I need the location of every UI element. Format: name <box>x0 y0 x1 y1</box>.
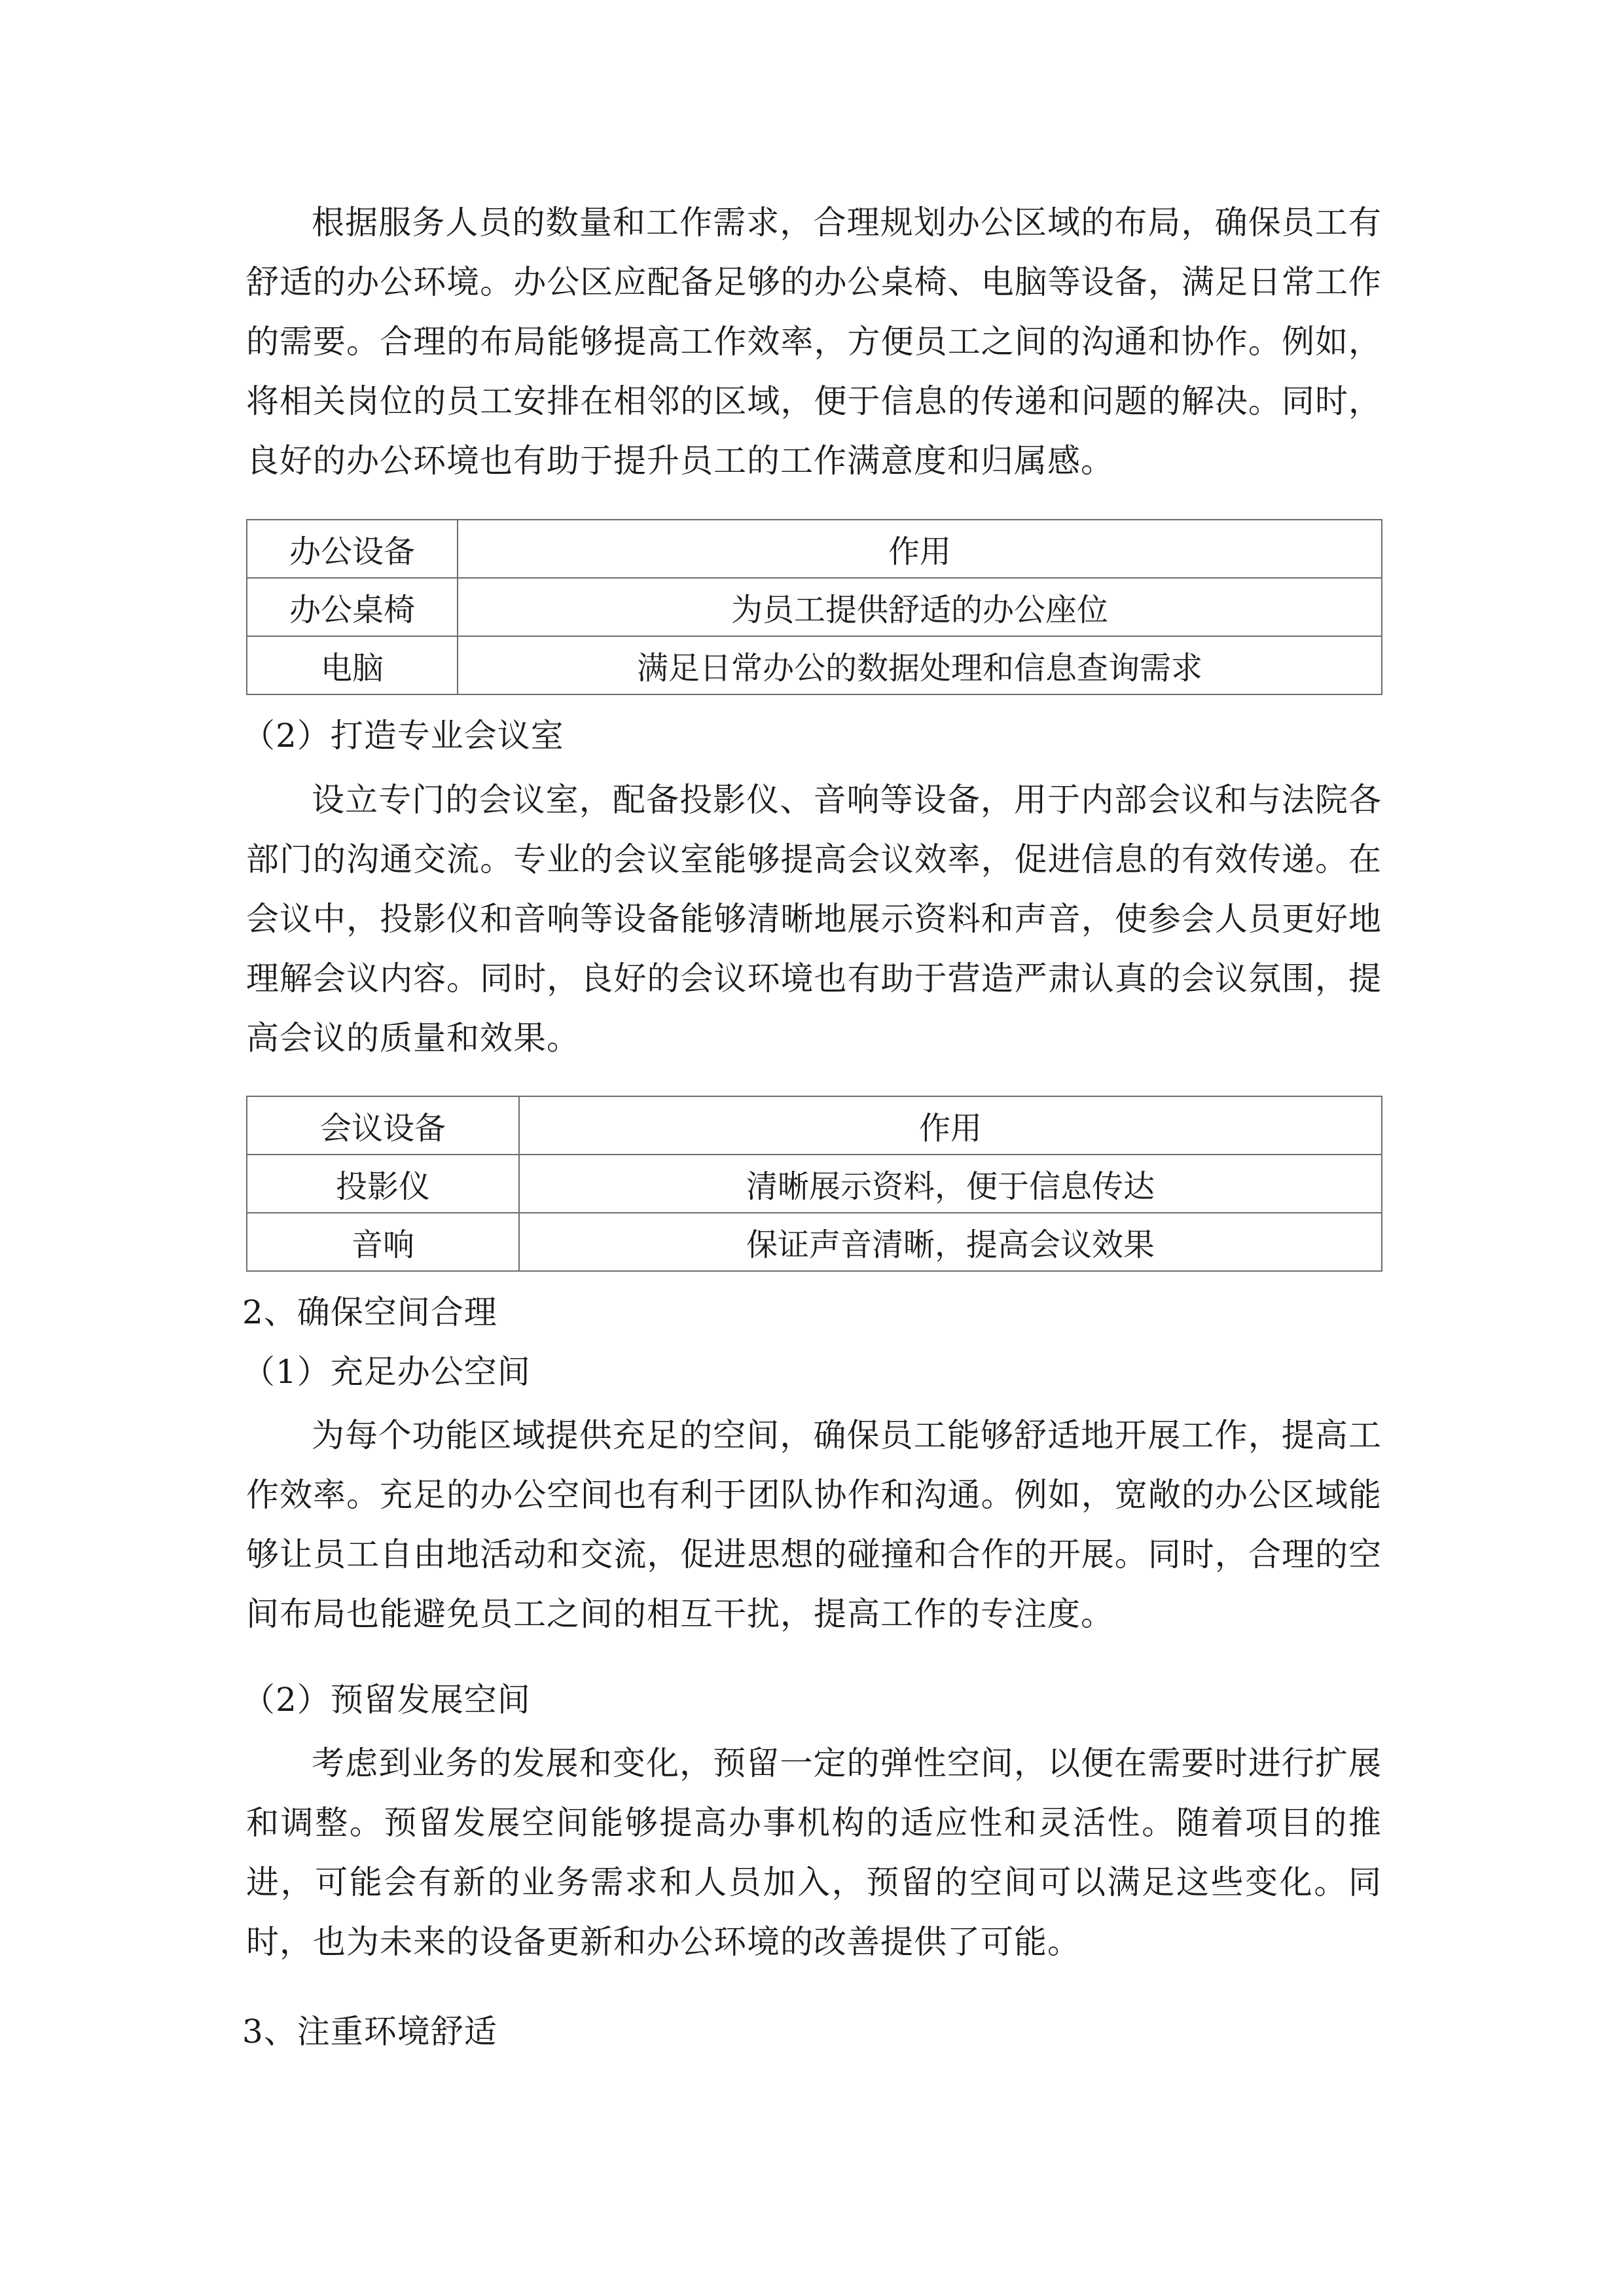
table-cell: 电脑 <box>247 636 458 694</box>
heading-office-space: （1）充足办公空间 <box>242 1353 531 1391</box>
heading-meeting-room: （2）打造专业会议室 <box>242 717 564 755</box>
table-header-cell: 办公设备 <box>247 520 458 578</box>
table-cell: 保证声音清晰，提高会议效果 <box>519 1213 1382 1271</box>
table-header-row <box>247 1096 1382 1155</box>
table-cell: 音响 <box>247 1213 519 1271</box>
table-header-cell: 会议设备 <box>247 1096 519 1155</box>
table-header-cell: 作用 <box>458 520 1382 578</box>
table-cell: 为员工提供舒适的办公座位 <box>458 578 1382 636</box>
table-cell: 清晰展示资料，便于信息传达 <box>519 1155 1382 1213</box>
table-header-row <box>247 520 1382 578</box>
table-row <box>247 1213 1382 1271</box>
paragraph-office-layout: 根据服务人员的数量和工作需求，合理规划办公区域的布局，确保员工有舒适的办公环境。办公区应配备足够的办公桌椅、电脑等设备，满足日常工作的需要。合理的布局能够提高工作效率，方便员工之间的沟通和协作。例如，将相关岗位的员工安排在相邻的区域，便于信息的传递和问题的解决。同时，良好的办公环境也有助于提升员工的工作满意度和归属感。 <box>246 204 1382 480</box>
meeting-equipment-table <box>246 1096 1382 1272</box>
table-cell: 投影仪 <box>247 1155 519 1213</box>
heading-environment: 3、注重环境舒适 <box>242 2013 497 2051</box>
table-row <box>247 578 1382 636</box>
table-header-cell: 作用 <box>519 1096 1382 1155</box>
heading-space: 2、确保空间合理 <box>242 1293 497 1331</box>
paragraph-meeting-room: 设立专门的会议室，配备投影仪、音响等设备，用于内部会议和与法院各部门的沟通交流。专业的会议室能够提高会议效率，促进信息的有效传递。在会议中，投影仪和音响等设备能够清晰地展示资料和声音，使参会人员更好地理解会议内容。同时，良好的会议环境也有助于营造严肃认真的会议氛围，提高会议的质量和效果。 <box>246 781 1382 1057</box>
paragraph-reserve-space: 考虑到业务的发展和变化，预留一定的弹性空间，以便在需要时进行扩展和调整。预留发展空间能够提高办事机构的适应性和灵活性。随着项目的推进，可能会有新的业务需求和人员加入，预留的空间可以满足这些变化。同时，也为未来的设备更新和办公环境的改善提供了可能。 <box>246 1744 1382 1961</box>
table-cell: 满足日常办公的数据处理和信息查询需求 <box>458 636 1382 694</box>
table-row <box>247 636 1382 694</box>
paragraph-office-space: 为每个功能区域提供充足的空间，确保员工能够舒适地开展工作，提高工作效率。充足的办公空间也有利于团队协作和沟通。例如，宽敞的办公区域能够让员工自由地活动和交流，促进思想的碰撞和合作的开展。同时，合理的空间布局也能避免员工之间的相互干扰，提高工作的专注度。 <box>246 1416 1382 1633</box>
table-row <box>247 1155 1382 1213</box>
heading-reserve-space: （2）预留发展空间 <box>242 1681 531 1719</box>
table-cell: 办公桌椅 <box>247 578 458 636</box>
office-equipment-table <box>246 519 1382 695</box>
